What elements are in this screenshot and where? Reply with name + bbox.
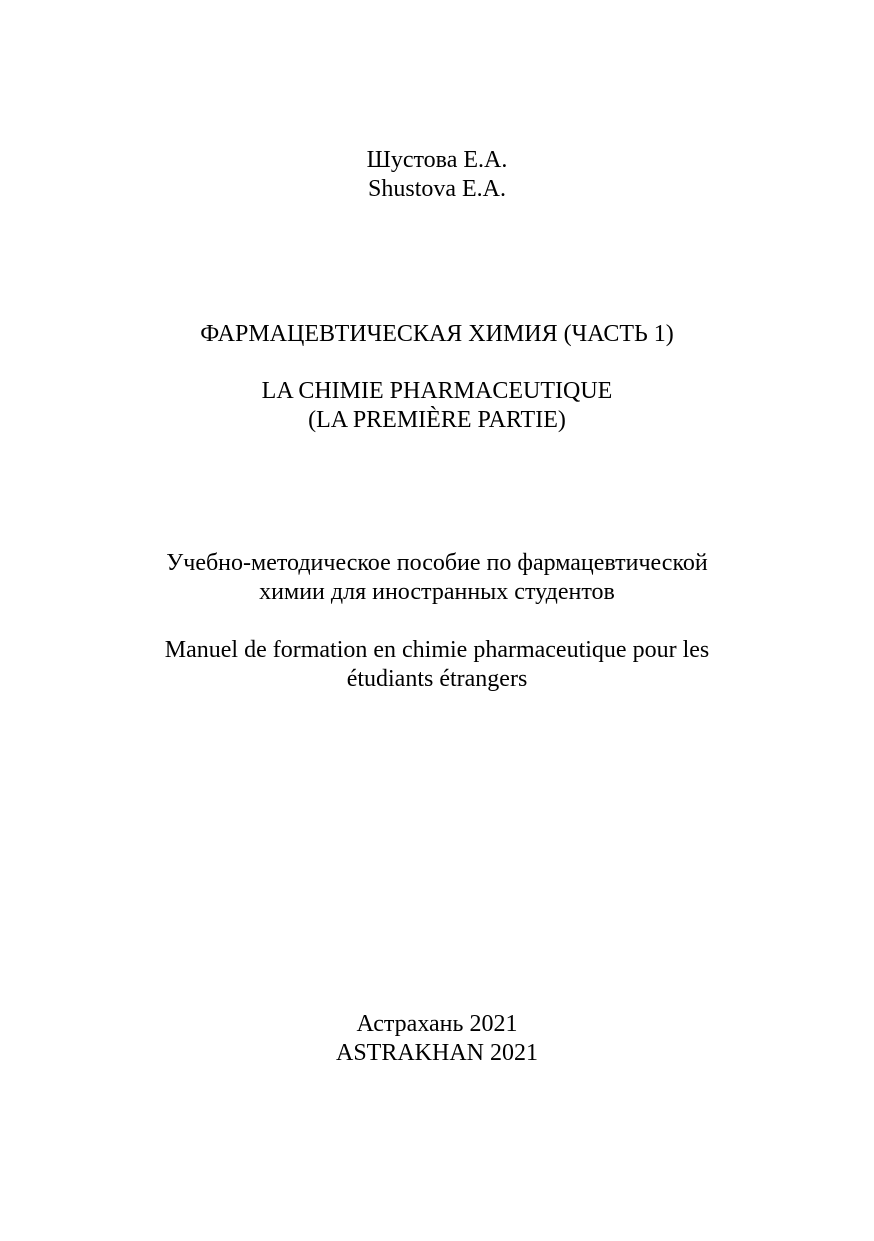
author-name-ru: Шустова Е.А. [366, 147, 508, 173]
title-russian-block [0, 320, 874, 349]
title-french-line-1: LA CHIMIE PHARMACEUTIQUE [261, 378, 613, 404]
title-russian: ФАРМАЦЕВТИЧЕСКАЯ ХИМИЯ (ЧАСТЬ 1) [200, 321, 674, 347]
imprint-city-year-ru: Астрахань 2021 [356, 1011, 518, 1037]
subtitle-french-line-2: étudiants étrangers [346, 666, 528, 692]
author-name-en: Shustova E.A. [368, 176, 506, 202]
imprint-city-year-en: ASTRAKHAN 2021 [335, 1040, 538, 1066]
title-french-line-2: (LA PREMIÈRE PARTIE) [308, 407, 566, 433]
subtitle-french-block [0, 636, 874, 694]
subtitle-russian-line-2: химии для иностранных студентов [259, 579, 615, 605]
subtitle-russian-block [0, 549, 874, 607]
authors-block [0, 146, 874, 204]
imprint-block [0, 1010, 874, 1068]
subtitle-russian-line-1: Учебно-методическое пособие по фармацевтической [166, 550, 708, 576]
subtitle-french-line-1: Manuel de formation en chimie pharmaceutique pour les [164, 637, 710, 663]
title-french-block [0, 377, 874, 435]
